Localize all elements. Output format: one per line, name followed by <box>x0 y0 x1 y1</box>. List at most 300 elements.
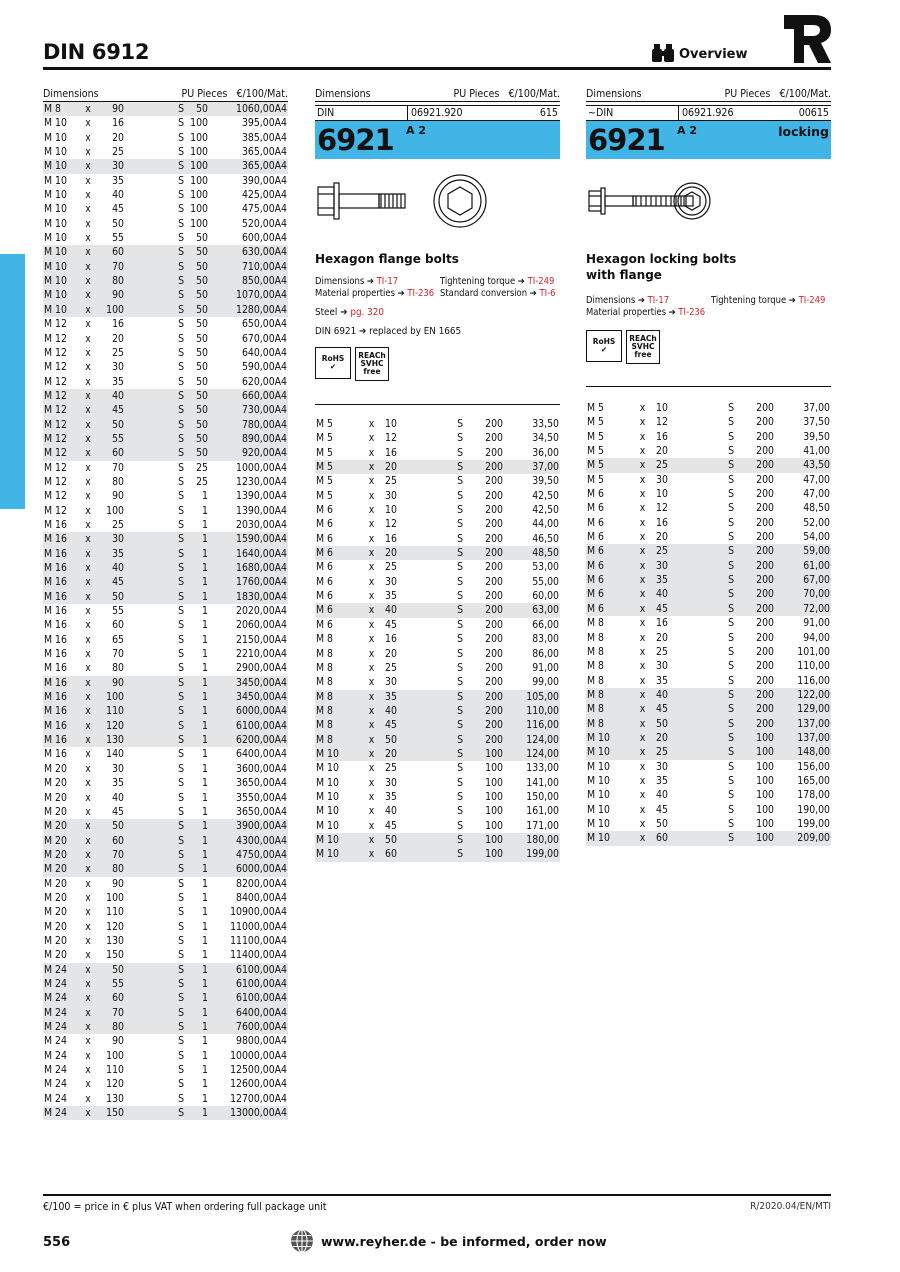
website-link[interactable] <box>290 1229 607 1253</box>
cell-times: x <box>630 544 655 558</box>
price-table <box>586 401 831 846</box>
table-row <box>43 518 288 532</box>
cell-pu: S <box>175 719 185 733</box>
cell-times: x <box>85 461 91 474</box>
cell-dimension: M 6 <box>316 532 333 545</box>
cell-pu: S <box>175 1020 185 1034</box>
cell-dimension: M 20 <box>44 805 67 818</box>
column-din6912 <box>43 86 288 1120</box>
cell-times: x <box>639 674 646 687</box>
cell-times: x <box>368 762 375 775</box>
cell-pu: S <box>457 418 463 430</box>
cell-spacer <box>125 274 175 288</box>
cell-pu: S <box>178 949 184 962</box>
cell-dimension: M 20 <box>43 862 81 876</box>
cell-price: 110,00 <box>504 704 560 718</box>
cell-times: x <box>81 159 95 173</box>
cell-times: x <box>85 375 91 388</box>
cell-pieces: 1 <box>202 1078 208 1091</box>
cell-times: x <box>368 676 375 689</box>
cell-pu: S <box>175 547 185 561</box>
cell-pieces: 1 <box>185 719 209 733</box>
cell-pieces: 200 <box>756 660 774 673</box>
table-row <box>586 788 831 802</box>
cell-spacer <box>125 719 175 733</box>
cell-dimension: M 8 <box>587 660 604 673</box>
cell-price: 670,00A4 <box>241 332 287 345</box>
table-row <box>43 963 288 977</box>
product-title: Hexagon flange bolts <box>315 252 459 266</box>
cell-pu: S <box>721 831 735 845</box>
cell-spacer <box>125 102 175 116</box>
table-row <box>586 587 831 601</box>
table-row <box>43 504 288 518</box>
cell-length: 55 <box>95 977 125 991</box>
cell-price: 60,00 <box>532 590 559 603</box>
table-row <box>315 431 560 445</box>
cell-dimension: M 10 <box>316 762 339 775</box>
cell-pu: S <box>450 690 464 704</box>
table-row <box>43 661 288 675</box>
table-row <box>586 674 831 688</box>
cell-spacer <box>125 977 175 991</box>
cell-times: x <box>630 717 655 731</box>
cell-pieces: 200 <box>735 688 775 702</box>
cell-pieces: 1 <box>185 862 209 876</box>
header-price: €/100/Mat. <box>508 87 560 100</box>
cell-price: 365,00A4 <box>241 146 287 159</box>
cell-price: 161,00 <box>526 805 559 818</box>
cell-pu: S <box>175 532 185 546</box>
cell-price: 39,50 <box>803 430 830 443</box>
cell-times: x <box>81 719 95 733</box>
ref-material[interactable]: Material properties ➔ TI-236 <box>586 307 706 318</box>
cell-pu: S <box>175 690 185 704</box>
cell-pu: S <box>450 603 464 617</box>
cell-length: 12 <box>656 502 668 515</box>
cell-pu: S <box>178 748 184 761</box>
cell-times: x <box>81 547 95 561</box>
cell-times: x <box>81 418 95 432</box>
cell-pieces: 100 <box>190 117 208 130</box>
table-row <box>43 288 288 302</box>
cell-spacer <box>125 618 175 632</box>
cell-length: 70 <box>112 648 124 661</box>
cell-length: 90 <box>112 1035 124 1048</box>
rohs-badge: RoHS ✔ <box>586 330 622 362</box>
cell-pieces: 50 <box>185 432 209 446</box>
cell-length: 80 <box>112 475 124 488</box>
cell-price: 116,00 <box>797 674 830 687</box>
ref-material[interactable]: Material properties ➔ TI-236 <box>315 288 435 299</box>
table-row <box>43 848 288 862</box>
cell-dimension: M 16 <box>44 633 67 646</box>
cell-times: x <box>368 432 375 445</box>
table-row <box>43 920 288 934</box>
cell-price: 171,00 <box>526 819 559 832</box>
cell-length: 60 <box>95 245 125 259</box>
cell-pieces: 1 <box>185 1020 209 1034</box>
cell-spacer <box>125 704 175 718</box>
cell-pieces: 200 <box>735 587 775 601</box>
cell-times: x <box>639 488 646 501</box>
cell-pieces: 200 <box>485 575 503 588</box>
table-row <box>315 546 560 560</box>
cell-length: 55 <box>112 605 124 618</box>
cell-pu: S <box>178 490 184 503</box>
cell-spacer <box>125 174 175 188</box>
cell-dimension: M 6 <box>316 518 333 531</box>
cell-price: 110,00 <box>797 660 830 673</box>
page-number: 556 <box>43 1235 71 1250</box>
section-tab <box>0 254 25 509</box>
cell-pieces: 200 <box>756 531 774 544</box>
cell-times: x <box>81 848 95 862</box>
cell-spacer <box>125 202 175 216</box>
cell-pieces: 1 <box>202 633 208 646</box>
cell-pieces: 200 <box>756 674 774 687</box>
cell-length: 20 <box>384 546 450 560</box>
cell-price: 650,00A4 <box>241 318 287 331</box>
cell-pieces: 200 <box>485 561 503 574</box>
cell-length: 90 <box>112 490 124 503</box>
cell-price: 47,00 <box>803 473 830 486</box>
table-row <box>43 159 288 173</box>
cell-price: 129,00 <box>775 702 831 716</box>
cell-dimension: M 16 <box>44 605 67 618</box>
table-row <box>43 604 288 618</box>
cell-dimension: M 6 <box>315 546 359 560</box>
cell-length: 25 <box>385 475 397 488</box>
table-row <box>586 573 831 587</box>
cell-pieces: 50 <box>196 361 208 374</box>
cell-dimension: M 8 <box>586 717 630 731</box>
page-title: DIN 6912 <box>43 40 150 64</box>
cell-pu: S <box>178 906 184 919</box>
ref-dimensions[interactable]: Dimensions ➔ TI-17 <box>586 295 670 306</box>
table-row <box>43 733 288 747</box>
material-grade: A 2 <box>406 124 426 137</box>
table-row <box>586 702 831 716</box>
cell-pu: S <box>721 731 735 745</box>
cell-spacer <box>125 332 175 346</box>
cell-pu: S <box>178 1078 184 1091</box>
cell-price: 141,00 <box>526 776 559 789</box>
cell-price: 6200,00A4 <box>209 733 288 747</box>
cell-spacer <box>125 317 175 331</box>
ref-torque[interactable]: Tightening torque ➔ TI-249 <box>711 295 826 306</box>
cell-times: x <box>81 260 95 274</box>
cell-dimension: M 16 <box>43 676 81 690</box>
cell-dimension: M 10 <box>44 232 67 245</box>
cell-dimension: M 6 <box>587 488 604 501</box>
cell-times: x <box>368 518 375 531</box>
cell-price: 1390,00A4 <box>236 504 287 517</box>
table-row <box>586 544 831 558</box>
cell-pu: S <box>178 461 184 474</box>
table-row <box>315 589 560 603</box>
cell-pieces: 50 <box>185 274 209 288</box>
cell-spacer <box>125 1063 175 1077</box>
table-row <box>315 603 560 617</box>
cell-pu: S <box>175 1006 185 1020</box>
cell-times: x <box>85 518 91 531</box>
cell-times: x <box>85 777 91 790</box>
table-row <box>586 745 831 759</box>
cell-price: 43,50 <box>775 458 831 472</box>
cell-pieces: 1 <box>202 504 208 517</box>
cell-spacer <box>125 116 175 130</box>
cell-price: 475,00A4 <box>241 203 287 216</box>
cell-price: 780,00A4 <box>209 418 288 432</box>
cell-price: 4300,00A4 <box>209 834 288 848</box>
cell-length: 16 <box>385 446 397 459</box>
cell-times: x <box>81 245 95 259</box>
cell-times: x <box>359 704 384 718</box>
cell-length: 25 <box>656 645 668 658</box>
cell-pieces: 200 <box>464 718 504 732</box>
table-row <box>43 1049 288 1063</box>
cell-pieces: 100 <box>485 762 503 775</box>
table-row <box>43 475 288 489</box>
cell-length: 25 <box>385 661 397 674</box>
cell-price: 4750,00A4 <box>209 848 288 862</box>
cell-dimension: M 8 <box>587 674 604 687</box>
table-row <box>315 560 560 574</box>
cell-pieces: 1 <box>202 1064 208 1077</box>
cell-length: 150 <box>106 949 124 962</box>
cell-dimension: M 5 <box>315 460 359 474</box>
column-header <box>315 86 560 102</box>
table-row <box>315 417 560 431</box>
cell-length: 20 <box>112 332 124 345</box>
reyher-logo-icon <box>784 15 831 63</box>
cell-pu: S <box>728 774 734 787</box>
product-band <box>586 121 831 159</box>
cell-length: 40 <box>655 688 721 702</box>
cell-times: x <box>630 559 655 573</box>
cell-dimension: M 20 <box>44 777 67 790</box>
cell-pu: S <box>175 704 185 718</box>
cell-spacer <box>125 1049 175 1063</box>
cell-dimension: M 12 <box>43 418 81 432</box>
cell-dimension: M 16 <box>44 662 67 675</box>
cell-dimension: M 5 <box>587 445 604 458</box>
cell-length: 16 <box>385 532 397 545</box>
cell-pieces: 1 <box>202 891 208 904</box>
cell-spacer <box>125 145 175 159</box>
cell-spacer <box>125 188 175 202</box>
cell-length: 40 <box>384 704 450 718</box>
cell-pieces: 200 <box>756 402 774 414</box>
table-row <box>43 446 288 460</box>
table-row <box>586 731 831 745</box>
cell-dimension: M 8 <box>316 633 333 646</box>
cell-spacer <box>125 862 175 876</box>
cell-times: x <box>85 203 91 216</box>
cell-dimension: M 10 <box>44 117 67 130</box>
cell-price: 53,00 <box>532 561 559 574</box>
reference-links <box>315 276 560 299</box>
cell-price: 12600,00A4 <box>230 1078 287 1091</box>
cell-pu: S <box>175 834 185 848</box>
cell-dimension: M 10 <box>587 817 610 830</box>
cell-pieces: 1 <box>202 920 208 933</box>
cell-length: 45 <box>112 805 124 818</box>
ref-torque[interactable]: Tightening torque ➔ TI-249 <box>440 276 555 287</box>
table-row <box>586 559 831 573</box>
cell-price: 395,00A4 <box>241 117 287 130</box>
cell-spacer <box>125 934 175 948</box>
cell-pieces: 100 <box>485 805 503 818</box>
cell-dimension: M 10 <box>316 819 339 832</box>
cell-pieces: 200 <box>735 559 775 573</box>
cell-times: x <box>85 189 91 202</box>
cell-length: 70 <box>112 461 124 474</box>
cell-price: 37,00 <box>504 460 560 474</box>
cell-pu: S <box>178 605 184 618</box>
cell-spacer <box>125 288 175 302</box>
cell-length: 30 <box>656 760 668 773</box>
cell-pu: S <box>728 516 734 529</box>
cell-times: x <box>368 418 375 430</box>
table-row <box>43 360 288 374</box>
cell-times: x <box>85 117 91 130</box>
cell-dimension: M 10 <box>43 303 81 317</box>
cell-times: x <box>630 573 655 587</box>
cell-pieces: 100 <box>485 819 503 832</box>
cell-pieces: 1 <box>185 1006 209 1020</box>
cell-times: x <box>359 747 384 761</box>
ref-conversion[interactable]: Standard conversion ➔ TI-6 <box>440 288 556 299</box>
cell-pu: S <box>728 817 734 830</box>
cell-dimension: M 10 <box>587 789 610 802</box>
cell-length: 40 <box>655 587 721 601</box>
cell-price: 390,00A4 <box>241 174 287 187</box>
reach-badge: REACh SVHC free <box>355 347 389 381</box>
cell-pieces: 100 <box>464 847 504 861</box>
cell-spacer <box>125 1106 175 1120</box>
cell-spacer <box>125 231 175 245</box>
cell-price: 520,00A4 <box>241 217 287 230</box>
cell-length: 25 <box>385 762 397 775</box>
cell-times: x <box>368 504 375 517</box>
cell-pu: S <box>178 619 184 632</box>
bolt-drawing-icon <box>315 159 560 233</box>
table-row <box>586 530 831 544</box>
cell-length: 60 <box>95 834 125 848</box>
section-divider <box>315 404 560 405</box>
globe-icon <box>290 1229 314 1253</box>
cell-price: 67,00 <box>775 573 831 587</box>
table-row <box>43 776 288 790</box>
cell-dimension: M 16 <box>44 619 67 632</box>
cell-times: x <box>639 760 646 773</box>
price-table <box>43 102 288 1120</box>
cell-length: 45 <box>95 403 125 417</box>
cell-price: 66,00 <box>532 618 559 631</box>
cell-times: x <box>85 748 91 761</box>
cell-times: x <box>85 332 91 345</box>
cell-price: 2020,00A4 <box>236 605 287 618</box>
table-row <box>315 575 560 589</box>
cell-spacer <box>125 991 175 1005</box>
cell-price: 2030,00A4 <box>236 518 287 531</box>
cell-times: x <box>81 561 95 575</box>
cell-times: x <box>368 819 375 832</box>
header-dimensions: Dimensions <box>586 87 642 100</box>
cell-pu: S <box>728 473 734 486</box>
cell-length: 100 <box>95 690 125 704</box>
cell-price: 180,00 <box>504 833 560 847</box>
cell-price: 1230,00A4 <box>236 475 287 488</box>
cell-length: 10 <box>385 504 397 517</box>
cell-dimension: M 24 <box>43 1020 81 1034</box>
cell-spacer <box>125 891 175 905</box>
cell-length: 30 <box>656 473 668 486</box>
cell-dimension: M 8 <box>315 718 359 732</box>
cell-times: x <box>81 532 95 546</box>
table-row <box>43 676 288 690</box>
cell-price: 41,00 <box>803 445 830 458</box>
ref-dimensions[interactable]: Dimensions ➔ TI-17 <box>315 276 399 287</box>
cell-dimension: M 24 <box>43 991 81 1005</box>
cell-price: 199,00 <box>504 847 560 861</box>
cell-pieces: 200 <box>735 458 775 472</box>
cell-pu: S <box>175 389 185 403</box>
cell-dimension: M 8 <box>587 631 604 644</box>
table-row <box>315 675 560 689</box>
cell-price: 48,50 <box>504 546 560 560</box>
cell-pu: S <box>175 446 185 460</box>
cell-pieces: 200 <box>485 504 503 517</box>
cell-length: 45 <box>95 575 125 589</box>
cell-length: 120 <box>106 1078 124 1091</box>
cell-times: x <box>85 877 91 890</box>
cell-pieces: 50 <box>185 245 209 259</box>
cell-pu: S <box>175 288 185 302</box>
cell-pieces: 1 <box>202 490 208 503</box>
overview-link[interactable] <box>652 44 748 62</box>
cell-times: x <box>368 575 375 588</box>
cell-spacer <box>125 159 175 173</box>
cell-price: 6000,00A4 <box>209 704 288 718</box>
cell-length: 20 <box>656 631 668 644</box>
cell-times: x <box>639 631 646 644</box>
cell-times: x <box>81 590 95 604</box>
cell-length: 60 <box>95 991 125 1005</box>
cell-spacer <box>125 375 175 389</box>
cell-times: x <box>639 617 646 630</box>
cell-dimension: M 6 <box>586 587 630 601</box>
cell-pu: S <box>175 102 185 116</box>
cell-length: 100 <box>106 1049 124 1062</box>
cell-times: x <box>368 805 375 818</box>
cell-price: 10000,00A4 <box>230 1049 287 1062</box>
column-header <box>586 86 831 102</box>
cell-length: 40 <box>384 603 450 617</box>
cell-times: x <box>359 718 384 732</box>
cell-pu: S <box>178 174 184 187</box>
cell-price: 37,50 <box>803 416 830 429</box>
cell-dimension: M 20 <box>43 819 81 833</box>
cell-length: 60 <box>112 619 124 632</box>
cell-dimension: M 5 <box>316 432 333 445</box>
steel-reference[interactable]: Steel ➔ pg. 320 <box>315 307 384 318</box>
cell-dimension: M 12 <box>44 346 67 359</box>
cell-pu: S <box>728 617 734 630</box>
cell-pu: S <box>728 488 734 501</box>
